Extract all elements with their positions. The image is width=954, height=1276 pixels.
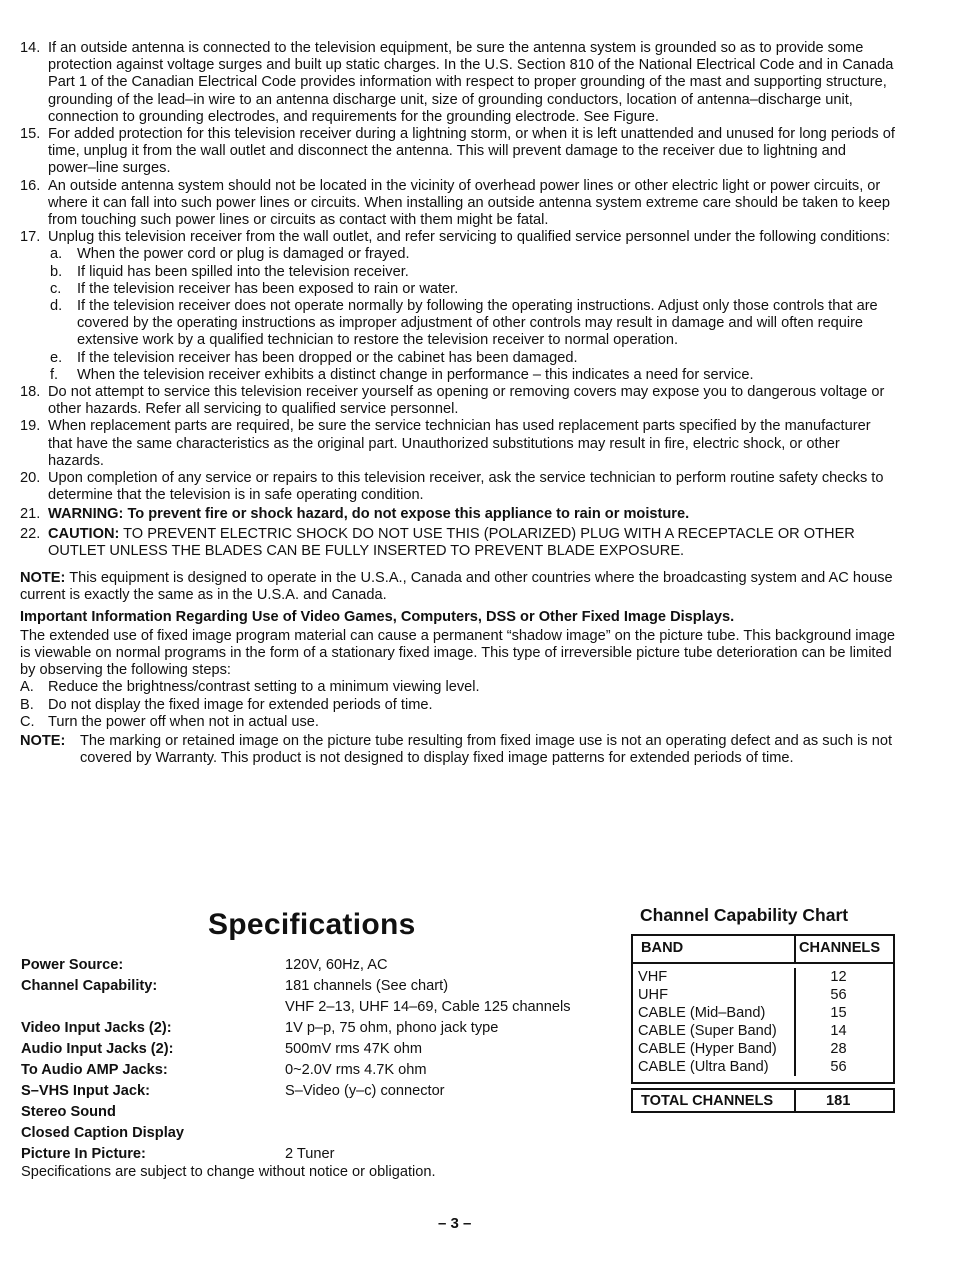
warning-item	[20, 506, 896, 523]
item-text: An outside antenna system should not be located in the vicinity of overhead power lines or other electric light or power circuits, or where it can fall into such power lines or circuits. When installing an outside antenna system extreme care should be taken to keep from touching such power lines or circuits as contact with them might be fatal.	[48, 177, 891, 229]
section-heading: Important Information Regarding Use of Video Games, Computers, DSS or Other Fixed Image Displays.	[20, 608, 735, 625]
step-text: Turn the power off when not in actual use.	[48, 713, 319, 730]
item-text: For added protection for this television receiver during a lightning storm, or when it is left unattended and unused for long periods of time, unplug it from the wall outlet and disconnect the antenna. This will prevent damage to the receiver due to lightning and power–line surges.	[48, 126, 895, 177]
step-letter: B.	[20, 696, 34, 713]
sub-list-item	[20, 281, 896, 298]
list-item	[20, 178, 896, 230]
table-cell-channels: 28	[830, 1041, 847, 1057]
channel-chart-title: Channel Capability Chart	[640, 905, 849, 925]
note-power	[20, 570, 896, 604]
spec-value: 0~2.0V rms 4.7K ohm	[285, 1062, 427, 1078]
specifications-footnote: Specifications are subject to change without notice or obligation.	[21, 1164, 436, 1180]
sub-list-item	[20, 246, 896, 263]
item-text: When the television receiver exhibits a distinct change in performance – this indicates a need for service.	[77, 366, 754, 383]
spec-value: 2 Tuner	[285, 1146, 335, 1162]
column-header-channels: CHANNELS	[799, 940, 881, 956]
item-text: If the television receiver does not operate normally by following the operating instructions. Adjust only those controls that are covered by the operating instructions as improper adjustment of other controls may result in damage and will often require extensive work by a qualified technician to restore the television receiver to normal operation.	[77, 298, 878, 349]
spec-value: 1V p–p, 75 ohm, phono jack type	[285, 1020, 499, 1036]
list-item	[20, 470, 896, 504]
table-cell-band: UHF	[638, 987, 668, 1003]
note-text: This equipment is designed to operate in the U.S.A., Canada and other countries where the broadcasting system and AC house current is exactly the same as in the U.S.A. and Canada.	[20, 570, 893, 604]
spec-key: Audio Input Jacks (2):	[21, 1041, 174, 1057]
item-letter: f.	[50, 366, 59, 383]
band-column	[633, 968, 796, 1076]
item-text: When replacement parts are required, be sure the service technician has used replacement parts specified by the manufacturer that have the same characteristics as the original part. Unauthorized substitutions may result in fire, electric shock, or other hazards.	[48, 418, 871, 469]
page-number: – 3 –	[438, 1215, 472, 1232]
spec-key: Picture In Picture:	[21, 1146, 146, 1162]
sub-list-item	[20, 350, 896, 367]
safety-instructions	[20, 40, 896, 767]
channel-chart-table	[631, 934, 895, 1084]
item-letter: a.	[50, 246, 63, 263]
warning-text: WARNING: To prevent fire or shock hazard, do not expose this appliance to rain or moisture.	[48, 506, 690, 523]
note-label: NOTE:	[20, 570, 66, 587]
caution-label: CAUTION:	[48, 525, 120, 542]
item-number: 18.	[20, 384, 41, 401]
item-text: If an outside antenna is connected to the television equipment, be sure the antenna system is grounded so as to provide some protection against voltage surges and built up static charges. In the U.S. Section 810 of the National Electrical Code and in Canada Part 1 of the Canadian Electrical Code provides information with respect to proper grounding of the mast and supporting structure, grounding of the lead–in wire to an antenna discharge unit, size of grounding conductors, location of antenna–discharge unit, connection to grounding electrodes, and requirements for the grounding electrode. See Figure.	[48, 40, 894, 125]
note-text: The marking or retained image on the picture tube resulting from fixed image use is not an operating defect and as such is not covered by Warranty. This product is not designed to display fixed image patterns for extended periods of time.	[80, 732, 893, 767]
channels-column	[796, 968, 893, 1076]
item-letter: e.	[50, 349, 63, 366]
sub-list-item	[20, 298, 896, 350]
item-text: If the television receiver has been exposed to rain or water.	[77, 280, 459, 297]
spec-value: S–Video (y–c) connector	[285, 1083, 445, 1099]
item-number: 21.	[20, 506, 41, 523]
item-number: 20.	[20, 470, 41, 487]
step-item	[20, 714, 896, 731]
spec-key: To Audio AMP Jacks:	[21, 1062, 168, 1078]
item-text: When the power cord or plug is damaged or frayed.	[77, 246, 410, 263]
item-text: If liquid has been spilled into the television receiver.	[77, 263, 409, 280]
list-item	[20, 126, 896, 178]
step-item	[20, 679, 896, 696]
list-item	[20, 229, 896, 246]
column-header-band: BAND	[633, 936, 796, 962]
total-label: TOTAL CHANNELS	[633, 1090, 796, 1111]
step-item	[20, 697, 896, 714]
list-item	[20, 40, 896, 126]
item-text: Do not attempt to service this television receiver yourself as opening or removing covers may expose you to dangerous voltage or other hazards. Refer all servicing to qualified service personnel.	[48, 384, 885, 418]
spec-value: 181 channels (See chart)	[285, 978, 449, 994]
spec-key: Video Input Jacks (2):	[21, 1020, 172, 1036]
item-number: 17.	[20, 229, 41, 246]
list-item	[20, 384, 896, 418]
item-letter: c.	[50, 280, 62, 297]
spec-value: VHF 2–13, UHF 14–69, Cable 125 channels	[285, 999, 571, 1015]
item-number: 14.	[20, 40, 41, 56]
step-letter: A.	[20, 679, 34, 696]
item-letter: d.	[50, 298, 63, 315]
table-cell-band: CABLE (Ultra Band)	[638, 1059, 769, 1075]
step-letter: C.	[20, 713, 35, 730]
spec-key: Power Source:	[21, 957, 124, 973]
table-cell-channels: 56	[830, 1059, 847, 1075]
sub-list-item	[20, 264, 896, 281]
table-body	[633, 964, 893, 1082]
item-text: Upon completion of any service or repairs to this television receiver, ask the service technician to perform routine safety checks to determine that the television is in safe operating condition.	[48, 470, 884, 504]
table-cell-channels: 12	[830, 969, 847, 985]
table-header	[633, 936, 893, 964]
note-label: NOTE:	[20, 732, 66, 749]
table-total-row	[631, 1088, 895, 1113]
item-text: If the television receiver has been dropped or the cabinet has been damaged.	[77, 349, 578, 366]
step-text: Do not display the fixed image for extended periods of time.	[48, 696, 433, 713]
table-cell-channels: 14	[830, 1023, 847, 1039]
caution-item	[20, 526, 896, 560]
table-cell-channels: 15	[830, 1005, 847, 1021]
specifications-title: Specifications	[208, 908, 416, 941]
sub-list-item	[20, 367, 896, 384]
spec-key: Channel Capability:	[21, 978, 158, 994]
table-cell-band: CABLE (Super Band)	[638, 1023, 777, 1039]
note-image-retention	[20, 733, 896, 767]
spec-value: 120V, 60Hz, AC	[285, 957, 388, 973]
table-cell-band: CABLE (Hyper Band)	[638, 1041, 777, 1057]
total-value: 181	[826, 1093, 851, 1109]
item-letter: b.	[50, 263, 63, 280]
spec-key: Stereo Sound	[21, 1104, 116, 1120]
item-number: 22.	[20, 525, 41, 542]
item-number: 16.	[20, 177, 41, 194]
list-item	[20, 418, 896, 470]
caution-text: TO PREVENT ELECTRIC SHOCK DO NOT USE THIS (POLARIZED) PLUG WITH A RECEPTACLE OR OTHER OUTLET UNLESS THE BLADES CAN BE FULLY INSERTED TO PREVENT BLADE EXPOSURE.	[48, 525, 855, 559]
step-text: Reduce the brightness/contrast setting to a minimum viewing level.	[48, 679, 480, 696]
item-number: 19.	[20, 418, 41, 435]
spec-key: Closed Caption Display	[21, 1125, 184, 1141]
table-cell-band: VHF	[638, 969, 668, 985]
spec-value: 500mV rms 47K ohm	[285, 1041, 423, 1057]
spec-key: S–VHS Input Jack:	[21, 1083, 150, 1099]
item-text: Unplug this television receiver from the wall outlet, and refer servicing to qualified service personnel under the following conditions:	[48, 229, 891, 246]
item-number: 15.	[20, 126, 41, 143]
table-cell-channels: 56	[830, 987, 847, 1003]
paragraph: The extended use of fixed image program material can cause a permanent “shadow image” on the picture tube. This background image is viewable on normal programs in the form of a stationary fixed image. This type of irreversible picture tube deterioration can be limited by observing the following steps:	[20, 627, 896, 679]
table-cell-band: CABLE (Mid–Band)	[638, 1005, 766, 1021]
